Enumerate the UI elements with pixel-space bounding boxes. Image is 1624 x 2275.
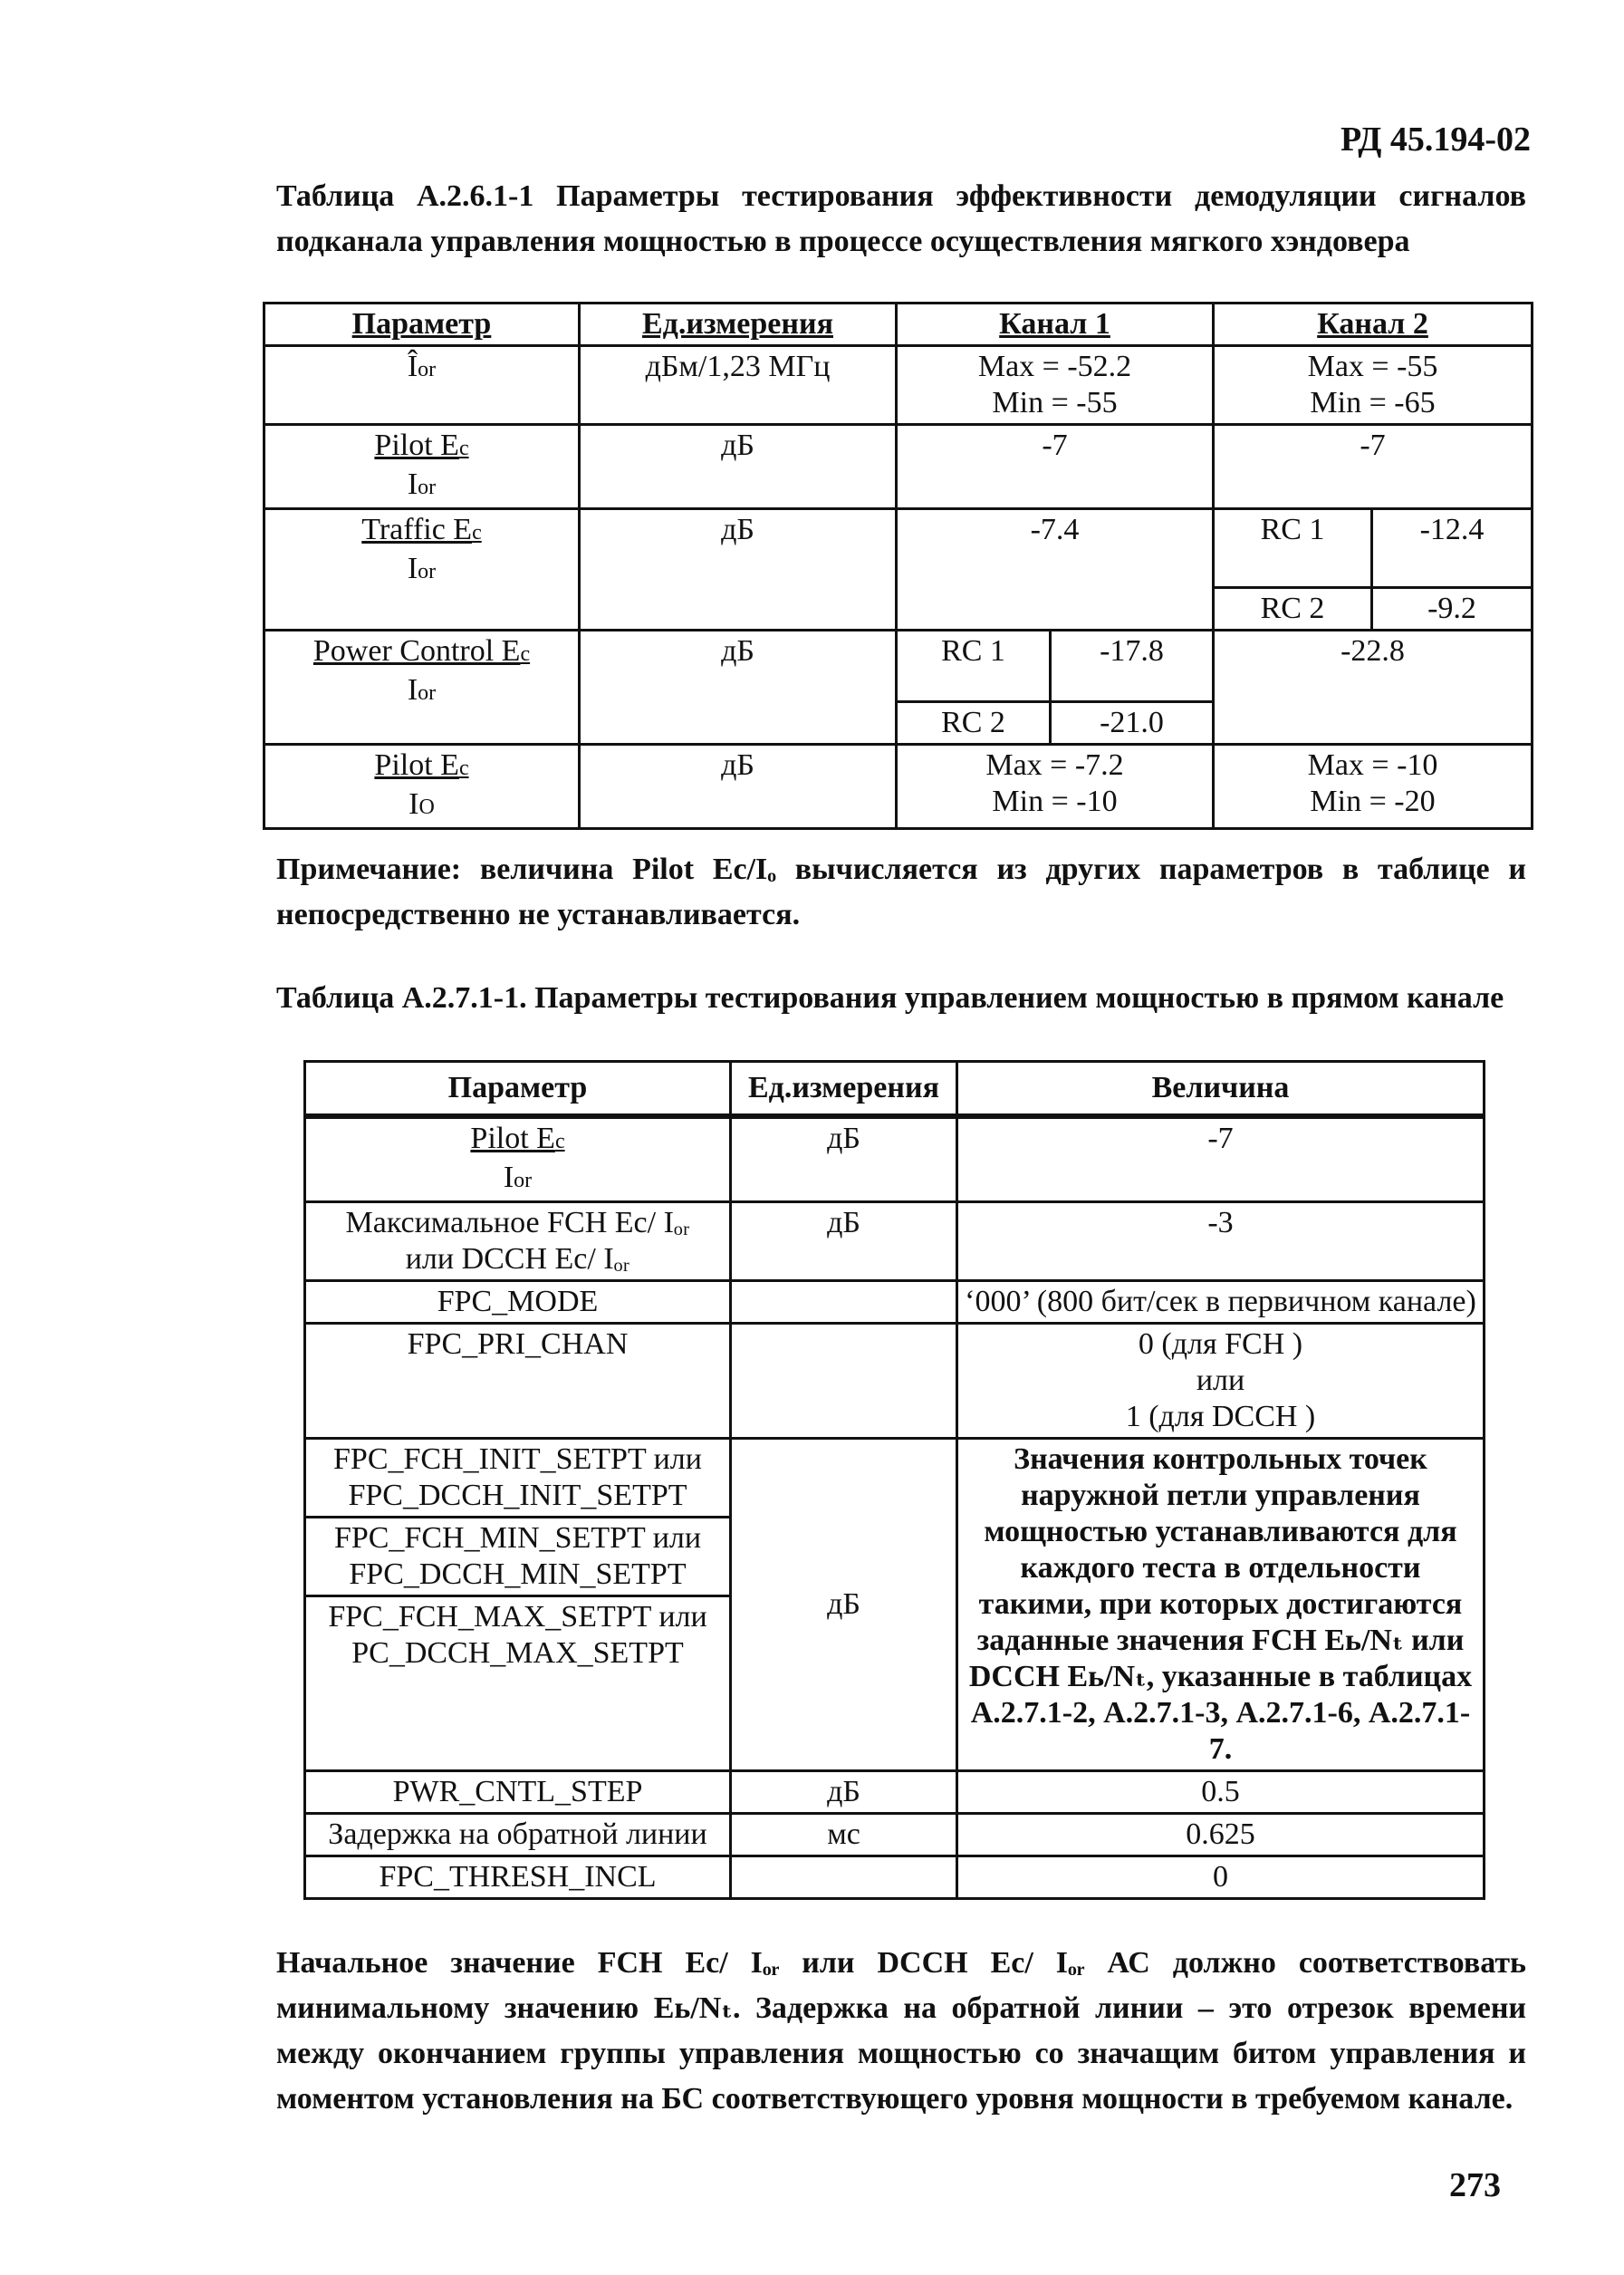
document-code: РД 45.194-02 xyxy=(1341,120,1531,159)
unit-cell xyxy=(731,1856,957,1899)
table-row xyxy=(305,1202,1485,1281)
unit-cell: дБ xyxy=(580,745,897,829)
ch2-cell: Max = -10 Min = -20 xyxy=(1214,745,1533,829)
table2 xyxy=(303,1060,1485,1900)
unit-cell: дБ xyxy=(731,1439,957,1771)
ch1-cell: -7.4 xyxy=(897,509,1214,631)
table1-caption: Таблица А.2.6.1-1 Параметры тестирования эффективности демодуляции сигналов подканала управления мощностью в процессе осуществления мягкого хэндовера xyxy=(276,179,1526,258)
closing-paragraph: Начальное значение FCH Eс/ Iₒᵣ или DCCH Eс/ Iₒᵣ АС должно соответствовать минимальному значению Eь/Nₜ. Задержка на обратной линии – это отрезок времени между окончанием группы управления мощностью со значащим битом управления и моментом установления на БС соответствующего уровня мощности в требуемом канале. xyxy=(276,1946,1526,2116)
rc-value-cell: -17.8 xyxy=(1051,631,1214,702)
ch2-cell: Max = -55 Min = -65 xyxy=(1214,346,1533,425)
table1-header-row xyxy=(264,304,1533,346)
param-cell: FPC_PRI_CHAN xyxy=(305,1324,731,1439)
unit-cell: дБ xyxy=(580,631,897,745)
table-row xyxy=(305,1324,1485,1439)
table1 xyxy=(263,302,1533,830)
table2-header-value: Величина xyxy=(957,1062,1485,1117)
table-row xyxy=(264,631,1533,702)
rc-value-cell: -9.2 xyxy=(1372,588,1533,631)
param-cell: Traffic Ec Ior xyxy=(264,509,580,631)
value-cell: 0 (для FCH ) или 1 (для DCCH ) xyxy=(957,1324,1485,1439)
value-cell: 0.625 xyxy=(957,1814,1485,1856)
table-row xyxy=(264,745,1533,829)
table-row xyxy=(305,1116,1485,1202)
table1-header-ch2: Канал 2 xyxy=(1214,304,1533,346)
param-cell: FPC_MODE xyxy=(305,1281,731,1324)
table1-note: Примечание: величина Pilot Eс/Iₒ вычисляется из других параметров в таблице и непосредственно не устанавливается. xyxy=(276,853,1526,931)
table-row xyxy=(264,346,1533,425)
ch1-cell: Max = -7.2 Min = -10 xyxy=(897,745,1214,829)
table2-caption: Таблица А.2.7.1-1. Параметры тестирования управлением мощностью в прямом канале xyxy=(276,981,1504,1015)
table-row xyxy=(264,425,1533,509)
param-cell: Îor xyxy=(264,346,580,425)
unit-cell: дБ xyxy=(580,509,897,631)
param-sub-a: FPC_FCH_INIT_SETPT или FPC_DCCH_INIT_SETPT xyxy=(306,1440,729,1518)
table-row xyxy=(305,1814,1485,1856)
table-row xyxy=(305,1856,1485,1899)
unit-cell: дБ xyxy=(731,1202,957,1281)
ch1-cell: Max = -52.2 Min = -55 xyxy=(897,346,1214,425)
param-sub-c: FPC_FCH_MAX_SETPT или PC_DCCH_MAX_SETPT xyxy=(328,1600,707,1670)
param-cell: Power Control Ec Ior xyxy=(264,631,580,745)
table1-header-unit: Ед.измерения xyxy=(580,304,897,346)
rc-label-cell: RC 2 xyxy=(1214,588,1372,631)
unit-cell xyxy=(731,1281,957,1324)
table2-header-row xyxy=(305,1062,1485,1117)
param-sub-b: FPC_FCH_MIN_SETPT или FPC_DCCH_MIN_SETPT xyxy=(306,1518,729,1597)
rc-label-cell: RC 1 xyxy=(1214,509,1372,588)
table1-header-ch1: Канал 1 xyxy=(897,304,1214,346)
param-cell: PWR_CNTL_STEP xyxy=(305,1771,731,1814)
table-row xyxy=(305,1771,1485,1814)
table-row xyxy=(264,509,1533,588)
ch2-cell: -22.8 xyxy=(1214,631,1533,745)
param-cell: Pilot Ec IO xyxy=(264,745,580,829)
unit-cell xyxy=(731,1324,957,1439)
table-row xyxy=(305,1281,1485,1324)
param-cell: Задержка на обратной линии xyxy=(305,1814,731,1856)
param-cell: Максимальное FCH Eс/ Iₒᵣ или DCCH Eс/ Iₒᵣ xyxy=(305,1202,731,1281)
table1-header-param: Параметр xyxy=(264,304,580,346)
table2-header-unit: Ед.измерения xyxy=(731,1062,957,1117)
unit-cell: дБ xyxy=(580,425,897,509)
value-cell: -3 xyxy=(957,1202,1485,1281)
param-cell xyxy=(305,1439,731,1771)
value-cell: 0 xyxy=(957,1856,1485,1899)
value-cell: 0.5 xyxy=(957,1771,1485,1814)
ch2-cell: -7 xyxy=(1214,425,1533,509)
ch1-cell: -7 xyxy=(897,425,1214,509)
rc-value-cell: -21.0 xyxy=(1051,702,1214,745)
page-number: 273 xyxy=(1449,2166,1501,2204)
table2-header-param: Параметр xyxy=(305,1062,731,1117)
unit-cell: мс xyxy=(731,1814,957,1856)
value-cell: ‘000’ (800 бит/сек в первичном канале) xyxy=(957,1281,1485,1324)
param-cell: Pilot Ec Ior xyxy=(264,425,580,509)
value-cell: Значения контрольных точек наружной петли управления мощностью устанавливаются для каждого теста в отдельности такими, при которых достигаются заданные значения FCH Eь/Nₜ или DCCH Eь/Nₜ, указанные в таблицах А.2.7.1-2, А.2.7.1-3, А.2.7.1-6, А.2.7.1-7. xyxy=(957,1439,1485,1771)
param-cell: Pilot Ec Ior xyxy=(305,1116,731,1202)
param-cell: FPC_THRESH_INCL xyxy=(305,1856,731,1899)
rc-label-cell: RC 1 xyxy=(897,631,1051,702)
value-cell: -7 xyxy=(957,1116,1485,1202)
unit-cell: дБ xyxy=(731,1771,957,1814)
unit-cell: дБ xyxy=(731,1116,957,1202)
rc-label-cell: RC 2 xyxy=(897,702,1051,745)
rc-value-cell: -12.4 xyxy=(1372,509,1533,588)
unit-cell: дБм/1,23 МГц xyxy=(580,346,897,425)
table-row xyxy=(305,1439,1485,1771)
